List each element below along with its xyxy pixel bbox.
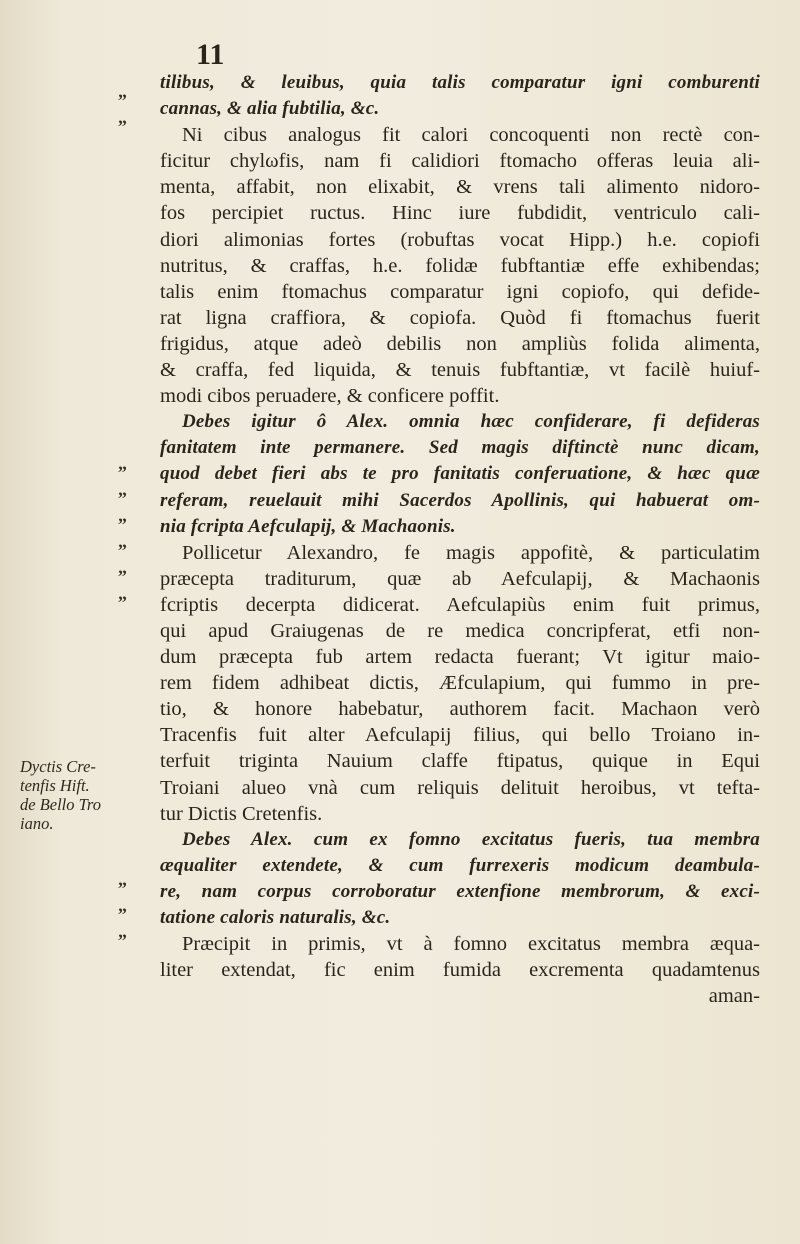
margin-quote-mark: „ — [118, 453, 127, 473]
marginal-note-line: iano. — [20, 814, 54, 833]
text-line: Præcipit in primis, vt à fomno excitatus membra æqua- — [182, 933, 760, 956]
margin-quote-mark: „ — [118, 869, 127, 889]
text-line: fos percipiet ructus. Hinc iure fubdidit, ventriculo cali- — [160, 202, 760, 225]
margin-quote-mark: „ — [118, 81, 127, 101]
text-line: rat ligna craffiora, & copiofa. Quòd fi ftomachus fuerit — [160, 306, 760, 329]
margin-quote-mark: „ — [118, 505, 127, 525]
text-line: aman- — [708, 985, 760, 1008]
margin-quote-mark: „ — [118, 107, 127, 127]
margin-quote-mark: „ — [118, 531, 127, 551]
text-line: dum præcepta fub artem redacta fuerant; Vt igitur maio- — [160, 646, 760, 669]
text-line: Pollicetur Alexandro, fe magis appofitè, & particulatim — [182, 541, 760, 564]
margin-quote-mark: „ — [118, 479, 127, 499]
margin-quote-mark: „ — [118, 895, 127, 915]
marginal-note — [20, 757, 132, 833]
text-line: liter extendat, fic enim fumida excrementa quadamtenus — [160, 959, 760, 982]
margin-quote-mark: „ — [118, 557, 127, 577]
text-line: rem fidem adhibeat dictis, Æfculapium, qui fummo in pre- — [160, 672, 760, 695]
text-line: fanitatem inte permanere. Sed magis diftinctè nunc dicam, — [160, 437, 760, 459]
text-line: tatione caloris naturalis, &c. — [160, 907, 391, 928]
text-line: ficitur chylωfis, nam fi calidiori ftomacho offeras leuia ali- — [160, 150, 760, 173]
text-line: Ni cibus analogus fit calori concoquenti non rectè con- — [182, 124, 760, 147]
text-line: modi cibos peruadere, & conficere poffit. — [160, 385, 500, 408]
text-line: Debes Alex. cum ex fomno excitatus fueris, tua membra — [182, 828, 760, 850]
text-line: menta, affabit, non elixabit, & vrens tali alimento nidoro- — [160, 176, 760, 199]
margin-quote-mark: „ — [118, 921, 127, 941]
marginal-note-line: Dyctis Cre- — [20, 757, 96, 776]
text-line: nia fcripta Aefculapij, & Machaonis. — [160, 515, 456, 537]
text-line: Debes igitur ô Alex. omnia hæc confiderare, fi defideras — [182, 411, 760, 433]
page-folio: 11 — [196, 38, 225, 71]
text-line: tio, & honore habebatur, authorem facit. Machaon verò — [160, 698, 760, 721]
text-line: & craffa, fed liquida, & tenuis fubftantiæ, vt facilè huiuf- — [160, 359, 760, 382]
text-line: præcepta traditurum, quæ ab Aefculapij, & Machaonis — [160, 567, 760, 590]
text-line: re, nam corpus corroboratur extenfione membrorum, & exci- — [160, 880, 760, 902]
text-line: cannas, & alia fubtilia, &c. — [160, 98, 380, 120]
text-line: æqualiter extendete, & cum furrexeris modicum deambula- — [160, 854, 760, 876]
text-line: tilibus, & leuibus, quia talis comparatur igni comburenti — [160, 72, 760, 93]
text-line: tur Dictis Cretenfis. — [160, 802, 323, 825]
text-line: diori alimonias fortes (robuftas vocat Hipp.) h.e. copiofi — [160, 228, 760, 251]
main-text-column — [160, 70, 760, 1009]
margin-quote-mark: „ — [118, 583, 127, 603]
text-line: Troiani alueo vnà cum reliquis delituit heroibus, vt tefta- — [160, 776, 760, 799]
text-line: quod debet fieri abs te pro fanitatis conferuatione, & hæc quæ — [160, 463, 760, 485]
text-line: talis enim ftomachus comparatur igni copiofo, qui defide- — [160, 280, 760, 303]
text-line: terfuit triginta Nauium claffe ftipatus, quique in Equi — [160, 750, 760, 773]
text-line: nutritus, & craffas, h.e. folidæ fubftantiæ effe exhibendas; — [160, 254, 760, 277]
marginal-note-line: tenfis Hift. — [20, 776, 90, 795]
text-line: fcriptis decerpta didicerat. Aefculapiùs enim fuit primus, — [160, 593, 760, 616]
marginal-note-line: de Bello Tro — [20, 795, 101, 814]
text-line: referam, reuelauit mihi Sacerdos Apollinis, qui habuerat om- — [160, 489, 760, 511]
text-line: qui apud Graiugenas de re medica concripferat, etfi non- — [160, 619, 760, 642]
text-line: Tracenfis fuit alter Aefculapij filius, qui bello Troiano in- — [160, 724, 760, 747]
text-line: frigidus, atque adeò debilis non ampliùs folida alimenta, — [160, 332, 760, 355]
